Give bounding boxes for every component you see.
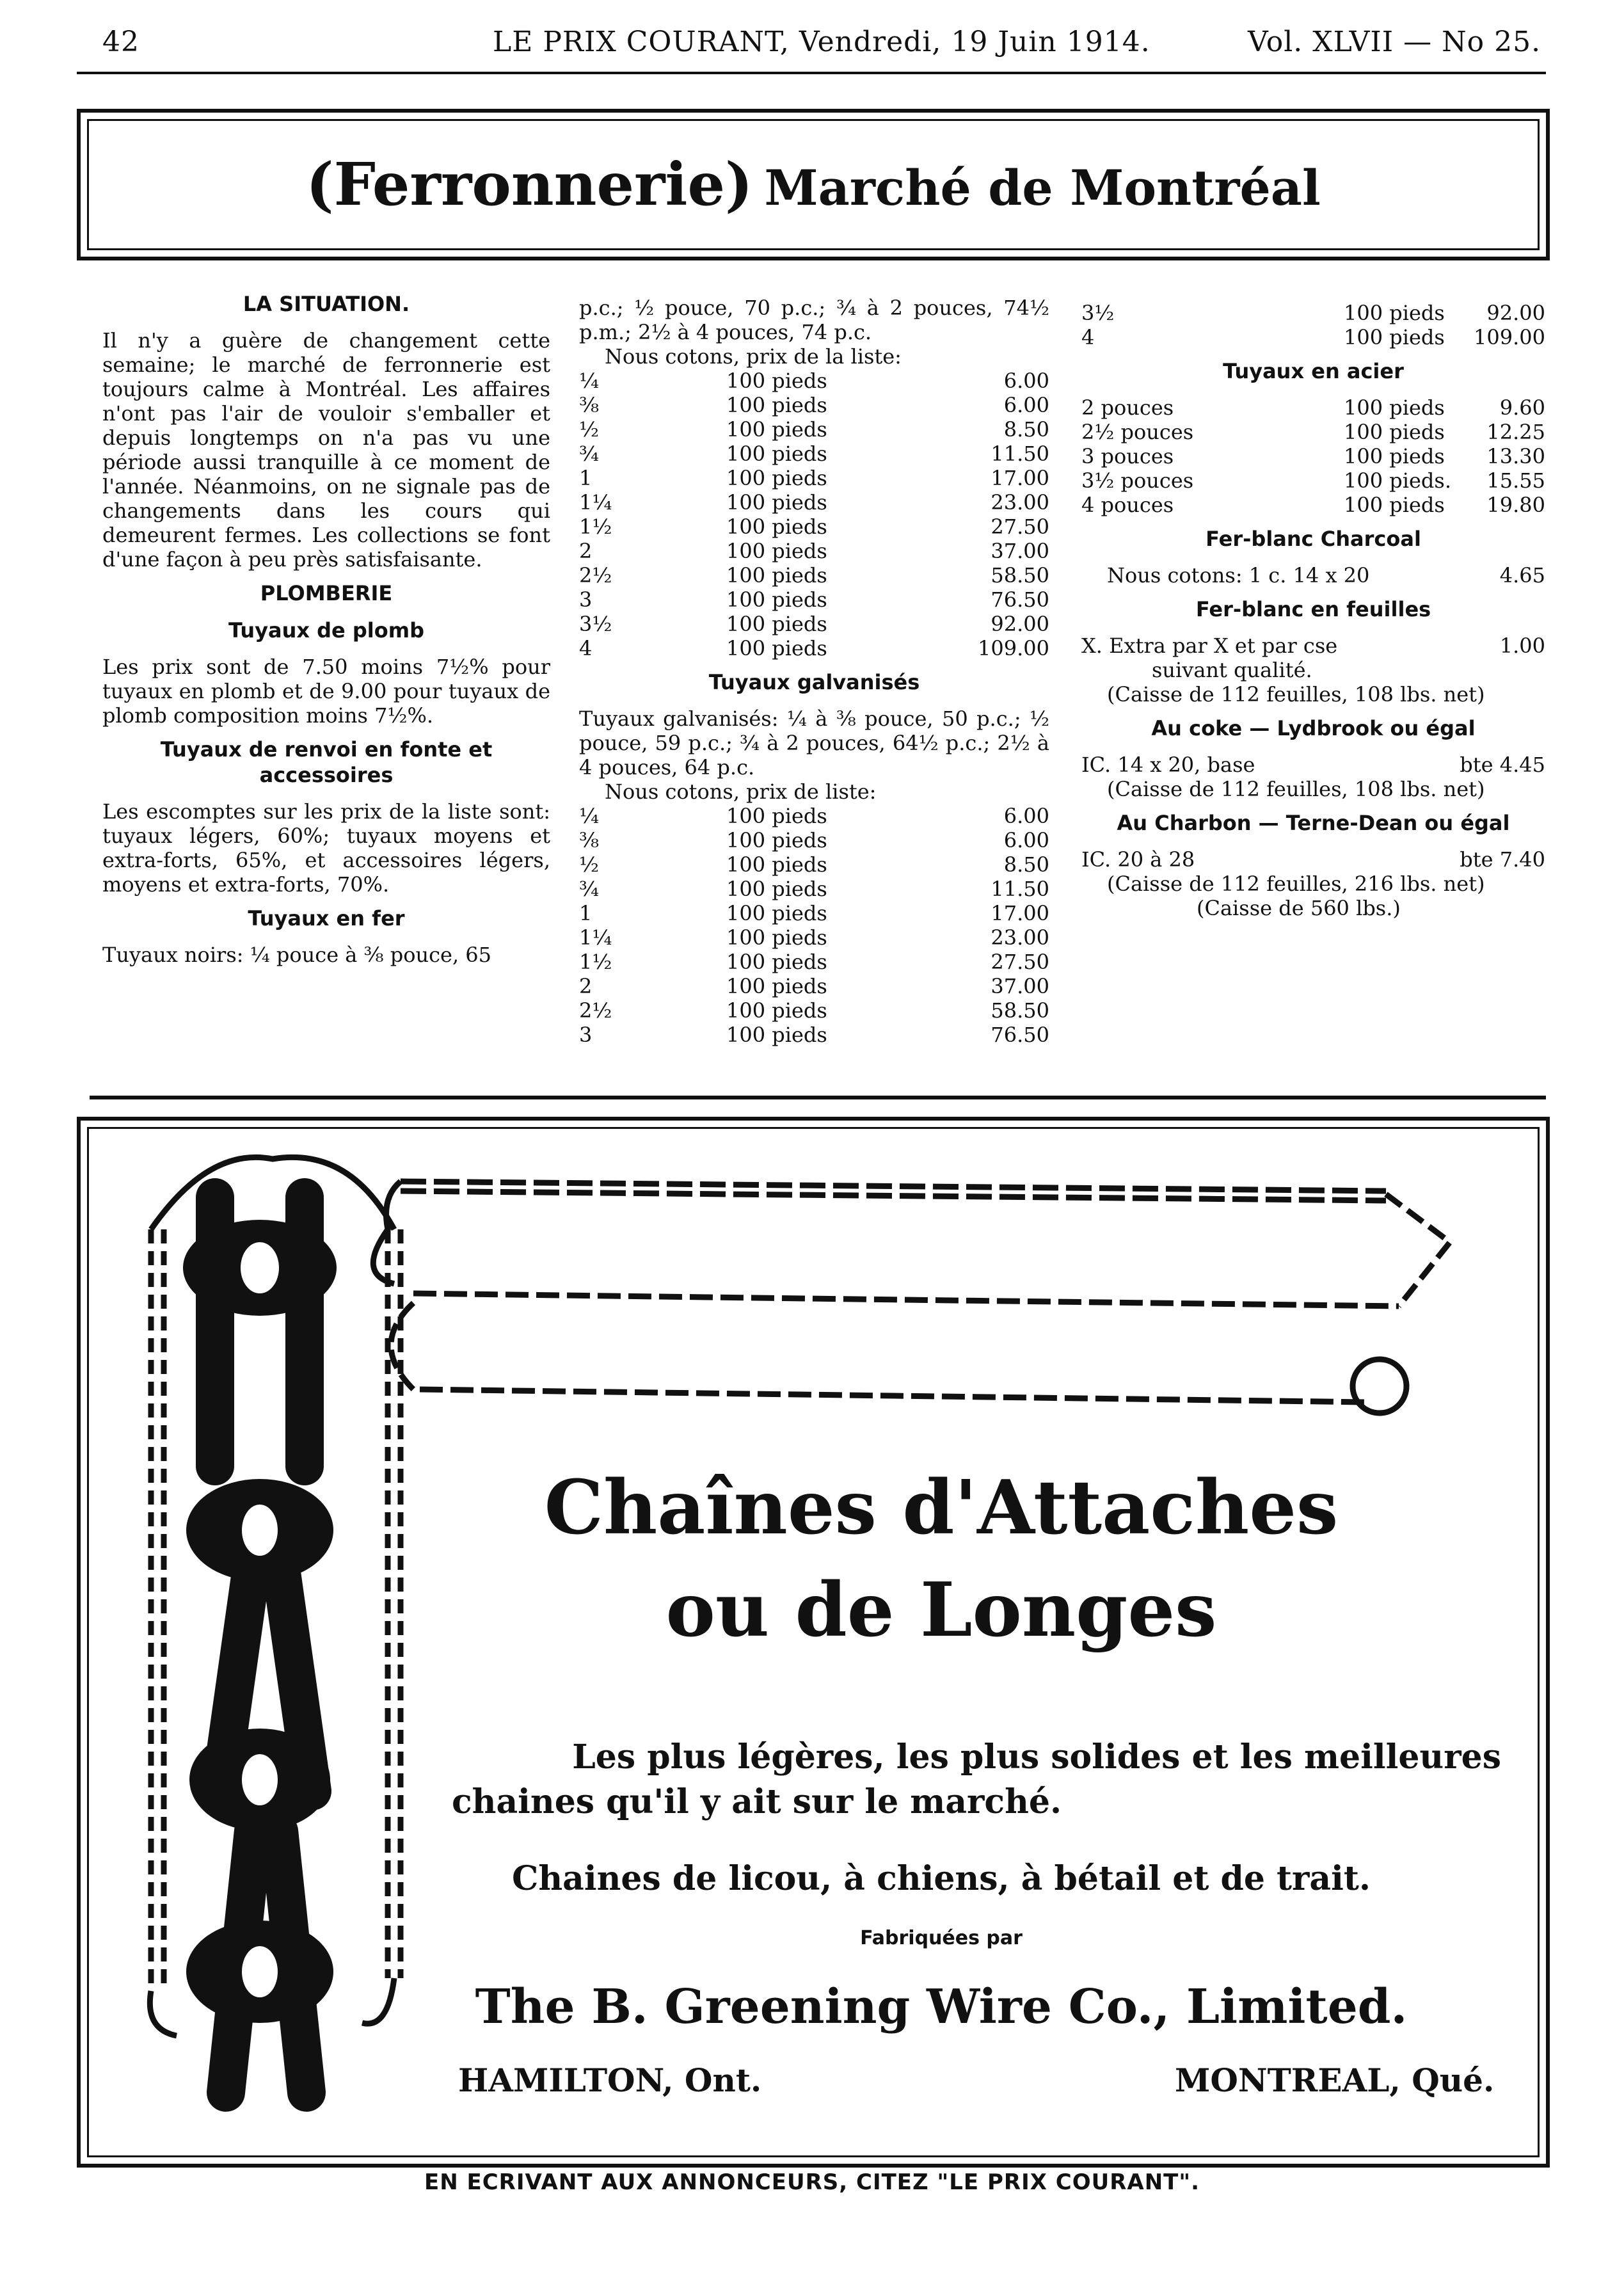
charcoal-price: 4.65	[1499, 563, 1545, 587]
fer-intro: p.c.; ½ pouce, 70 p.c.; ¾ à 2 pouces, 74½ p.m.; 2½ à 4 pouces, 74 p.c.	[579, 296, 1049, 344]
price-cell: 76.50	[991, 587, 1049, 612]
unit-cell: 100 pieds	[726, 563, 827, 587]
unit-cell: 100 pieds	[726, 466, 827, 490]
price-cell: 17.00	[991, 901, 1049, 925]
unit-cell: 100 pieds	[726, 804, 827, 828]
unit-cell: 100 pieds	[726, 393, 827, 417]
size-cell: ¾	[579, 877, 600, 901]
situation-text: Il n'y a guère de changement cette semaine; le marché de ferronnerie est toujours calme à Montréal. Les affaires n'ont pas l'air de vouloir s'emballer et depuis longtemps on n'a pas vu une période aussi tranquille à ce moment de l'année. Néanmoins, on ne signale pas de changements dans les cours qui demeurent fermes. Les collections se font d'une façon à peu près satisfaisante.	[102, 328, 550, 571]
price-row	[579, 587, 1049, 612]
charbon-heading: Au Charbon — Terne-Dean ou égal	[1117, 811, 1510, 835]
title-ferronnerie: (Ferronnerie)	[306, 150, 753, 219]
price-cell: 27.50	[991, 950, 1049, 974]
unit-cell: 100 pieds	[726, 950, 827, 974]
price-row	[579, 369, 1049, 393]
footer-notice: EN ECRIVANT AUX ANNONCEURS, CITEZ "LE PRIX COURANT".	[424, 2169, 1200, 2195]
price-cell: 8.50	[1003, 417, 1049, 442]
ad-headline-1: Chaînes d'Attaches	[544, 1464, 1339, 1551]
acier-heading: Tuyaux en acier	[1223, 359, 1404, 383]
size-cell: 4 pouces	[1081, 493, 1174, 517]
column-prices-fer	[579, 296, 1049, 1047]
column-situation	[102, 291, 550, 967]
price-row	[579, 804, 1049, 828]
size-cell: 1¼	[579, 925, 612, 950]
price-cell: 23.00	[991, 490, 1049, 515]
price-row	[579, 950, 1049, 974]
size-cell: 3 pouces	[1081, 444, 1174, 468]
unit-cell: 100 pieds	[1344, 325, 1445, 349]
price-cell: 37.00	[991, 539, 1049, 563]
charbon-row	[1081, 847, 1545, 872]
price-row	[1081, 493, 1545, 517]
unit-cell: 100 pieds	[726, 442, 827, 466]
unit-cell: 100 pieds	[726, 369, 827, 393]
cotons-line-2: Nous cotons, prix de liste:	[605, 779, 877, 804]
section-separator	[90, 1096, 1546, 1099]
price-cell: 109.00	[978, 636, 1049, 660]
price-table-noirs	[579, 369, 1049, 660]
size-cell: ½	[579, 852, 600, 877]
price-row	[1081, 468, 1545, 493]
feuilles-price: 1.00	[1499, 634, 1545, 658]
renvoi-heading: Tuyaux de renvoi en fonte et accessoires	[160, 737, 493, 787]
size-cell: 3	[579, 587, 593, 612]
unit-cell: 100 pieds	[726, 901, 827, 925]
title-marche: Marché de Montréal	[764, 159, 1321, 216]
price-cell: 9.60	[1499, 395, 1545, 420]
size-cell: ¾	[579, 442, 600, 466]
side-chain-icon	[150, 1157, 401, 2036]
price-row	[579, 901, 1049, 925]
size-cell: 3½	[579, 612, 612, 636]
price-cell: 23.00	[991, 925, 1049, 950]
price-row	[579, 563, 1049, 587]
feuilles-line2: suivant qualité.	[1152, 658, 1312, 682]
size-cell: 2	[579, 539, 593, 563]
tuyaux-plomb-text: Les prix sont de 7.50 moins 7½% pour tuyaux en plomb et de 9.00 pour tuyaux de plomb composition moins 7½%.	[102, 655, 550, 728]
size-cell: 2½	[579, 998, 612, 1023]
unit-cell: 100 pieds	[726, 612, 827, 636]
unit-cell: 100 pieds	[726, 417, 827, 442]
column-prices-acier	[1081, 301, 1545, 920]
price-row	[579, 1023, 1049, 1047]
price-cell: 17.00	[991, 466, 1049, 490]
price-row	[1081, 444, 1545, 468]
price-cell: 13.30	[1486, 444, 1545, 468]
feuilles-row	[1081, 634, 1545, 658]
size-cell: ⅜	[579, 828, 600, 852]
price-cell: 6.00	[1003, 369, 1049, 393]
price-table-acier	[1081, 395, 1545, 517]
size-cell: 3	[579, 1023, 593, 1047]
ad-headline-2: ou de Longes	[665, 1567, 1217, 1654]
tuyaux-plomb-heading: Tuyaux de plomb	[228, 618, 424, 643]
unit-cell: 100 pieds	[726, 852, 827, 877]
price-row	[579, 490, 1049, 515]
unit-cell: 100 pieds	[726, 1023, 827, 1047]
unit-cell: 100 pieds	[726, 877, 827, 901]
size-cell: 3½ pouces	[1081, 468, 1194, 493]
plomberie-heading: PLOMBERIE	[260, 581, 393, 605]
ad-tagline-2: chaines qu'il y ait sur le marché.	[452, 1782, 1062, 1821]
unit-cell: 100 pieds	[726, 515, 827, 539]
coke-heading: Au coke — Lydbrook ou égal	[1151, 716, 1476, 740]
unit-cell: 100 pieds	[726, 974, 827, 998]
large-chain-holes	[241, 1242, 279, 1997]
unit-cell: 100 pieds	[726, 828, 827, 852]
unit-cell: 100 pieds	[726, 925, 827, 950]
ad-company: The B. Greening Wire Co., Limited.	[475, 1979, 1408, 2034]
charcoal-label: Nous cotons: 1 c. 14 x 20	[1107, 563, 1370, 587]
price-row	[579, 974, 1049, 998]
ad-city-montreal: MONTREAL, Qué.	[1175, 2061, 1495, 2099]
price-row	[1081, 301, 1545, 325]
price-row	[579, 442, 1049, 466]
unit-cell: 100 pieds	[1344, 493, 1445, 517]
unit-cell: 100 pieds	[1344, 444, 1445, 468]
coke-line1: IC. 14 x 20, base	[1081, 753, 1255, 777]
unit-cell: 100 pieds	[726, 490, 827, 515]
price-cell: 76.50	[991, 1023, 1049, 1047]
price-cell: 6.00	[1003, 804, 1049, 828]
unit-cell: 100 pieds	[726, 998, 827, 1023]
size-cell: 3½	[1081, 301, 1115, 325]
price-cell: 19.80	[1486, 493, 1545, 517]
publication-line: LE PRIX COURANT, Vendredi, 19 Juin 1914.	[493, 26, 1150, 58]
ad-city-hamilton: HAMILTON, Ont.	[458, 2061, 762, 2099]
price-cell: 6.00	[1003, 828, 1049, 852]
size-cell: ⅜	[579, 393, 600, 417]
feuilles-heading: Fer-blanc en feuilles	[1195, 597, 1431, 621]
galvanises-text: Tuyaux galvanisés: ¼ à ⅜ pouce, 50 p.c.; ½ pouce, 59 p.c.; ¾ à 2 pouces, 64½ p.c.; 2½ à 4 pouces, 64 p.c.	[579, 707, 1049, 779]
ad-tagline-1: Les plus légères, les plus solides et les meilleures	[572, 1738, 1501, 1777]
price-cell: 6.00	[1003, 393, 1049, 417]
section-title	[81, 150, 1546, 219]
page-number: 42	[102, 26, 139, 58]
price-row	[579, 466, 1049, 490]
price-row	[579, 636, 1049, 660]
coke-row	[1081, 753, 1545, 777]
price-row	[579, 828, 1049, 852]
price-cell: 92.00	[1486, 301, 1545, 325]
size-cell: 4	[1081, 325, 1095, 349]
feuilles-line3: (Caisse de 112 feuilles, 108 lbs. net)	[1107, 682, 1485, 707]
galvanises-heading: Tuyaux galvanisés	[708, 670, 920, 694]
size-cell: 2	[579, 974, 593, 998]
renvoi-text: Les escomptes sur les prix de la liste sont: tuyaux légers, 60%; tuyaux moyens et extra-forts, 65%, et accessoires légers, moyens et extra-forts, 70%.	[102, 799, 550, 897]
size-cell: ½	[579, 417, 600, 442]
fer-text: Tuyaux noirs: ¼ pouce à ⅜ pouce, 65	[102, 943, 492, 967]
volume-number: Vol. XLVII — No 25.	[1248, 26, 1541, 58]
price-row	[579, 539, 1049, 563]
size-cell: 2 pouces	[1081, 395, 1174, 420]
charbon-line1: IC. 20 à 28	[1081, 847, 1195, 872]
price-table-top	[1081, 301, 1545, 349]
price-row	[579, 515, 1049, 539]
size-cell: 2½ pouces	[1081, 420, 1194, 444]
price-row	[1081, 420, 1545, 444]
size-cell: 1	[579, 466, 593, 490]
cotons-line: Nous cotons, prix de la liste:	[605, 344, 902, 369]
price-cell: 12.25	[1486, 420, 1545, 444]
price-cell: 11.50	[991, 442, 1049, 466]
price-row	[579, 393, 1049, 417]
charbon-price: bte 7.40	[1460, 847, 1545, 872]
size-cell: 1½	[579, 950, 612, 974]
price-cell: 11.50	[991, 877, 1049, 901]
charcoal-row	[1081, 563, 1545, 587]
ad-tagline-3: Chaines de licou, à chiens, à bétail et de trait.	[511, 1859, 1371, 1898]
price-cell: 15.55	[1486, 468, 1545, 493]
price-row	[1081, 395, 1545, 420]
price-row	[579, 998, 1049, 1023]
unit-cell: 100 pieds	[726, 636, 827, 660]
price-cell: 8.50	[1003, 852, 1049, 877]
section-title-box	[77, 109, 1550, 260]
price-cell: 92.00	[991, 612, 1049, 636]
size-cell: ¼	[579, 369, 600, 393]
situation-heading: LA SITUATION.	[243, 292, 410, 316]
unit-cell: 100 pieds	[1344, 301, 1445, 325]
price-cell: 109.00	[1474, 325, 1545, 349]
price-cell: 58.50	[991, 563, 1049, 587]
price-row	[579, 877, 1049, 901]
size-cell: 1½	[579, 515, 612, 539]
size-cell: ¼	[579, 804, 600, 828]
size-cell: 4	[579, 636, 593, 660]
price-cell: 27.50	[991, 515, 1049, 539]
unit-cell: 100 pieds	[726, 587, 827, 612]
unit-cell: 100 pieds.	[1344, 468, 1451, 493]
tie-chain-icon	[373, 1181, 1450, 1413]
header-rule	[77, 72, 1546, 74]
large-chain-icon	[183, 1178, 337, 2114]
charcoal-heading: Fer-blanc Charcoal	[1206, 527, 1421, 551]
charbon-line3: (Caisse de 560 lbs.)	[1197, 896, 1401, 920]
chain-illustrations	[81, 1121, 1546, 2164]
size-cell: 2½	[579, 563, 612, 587]
charbon-line2: (Caisse de 112 feuilles, 216 lbs. net)	[1107, 872, 1485, 896]
coke-price: bte 4.45	[1460, 753, 1545, 777]
price-row	[579, 417, 1049, 442]
price-row	[579, 925, 1049, 950]
size-cell: 1¼	[579, 490, 612, 515]
unit-cell: 100 pieds	[726, 539, 827, 563]
price-cell: 37.00	[991, 974, 1049, 998]
price-row	[579, 612, 1049, 636]
ad-made-by: Fabriquées par	[860, 1927, 1023, 1949]
size-cell: 1	[579, 901, 593, 925]
advertisement-box	[77, 1117, 1550, 2168]
price-table-galvanises	[579, 804, 1049, 1047]
coke-line2: (Caisse de 112 feuilles, 108 lbs. net)	[1107, 777, 1485, 801]
feuilles-line1: X. Extra par X et par cse	[1081, 634, 1338, 658]
unit-cell: 100 pieds	[1344, 395, 1445, 420]
price-row	[579, 852, 1049, 877]
unit-cell: 100 pieds	[1344, 420, 1445, 444]
fer-heading: Tuyaux en fer	[248, 906, 405, 931]
price-cell: 58.50	[991, 998, 1049, 1023]
price-row	[1081, 325, 1545, 349]
